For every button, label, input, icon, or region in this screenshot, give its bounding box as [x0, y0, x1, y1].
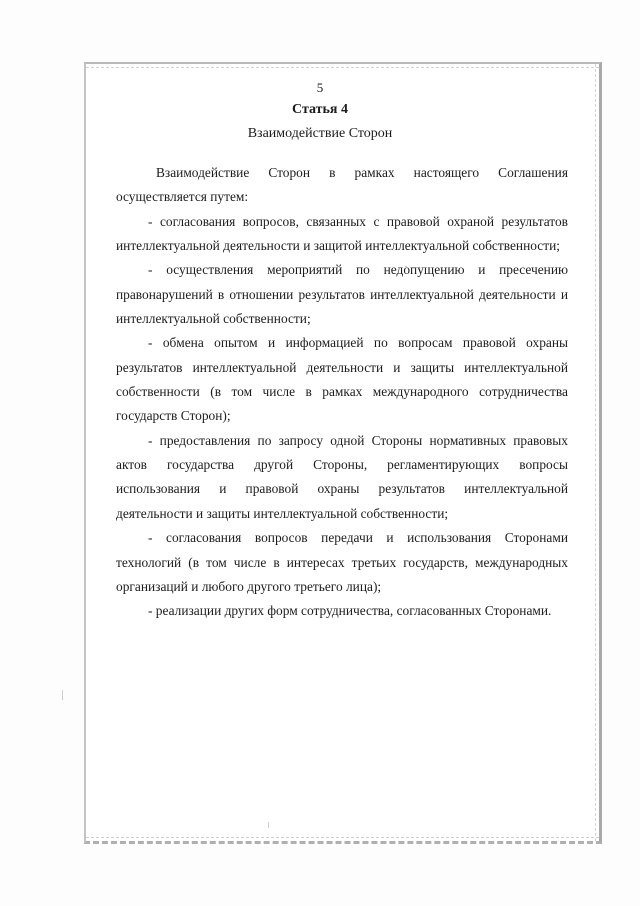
article-title: Статья 4: [292, 102, 348, 117]
border-line-bottom: [86, 837, 599, 838]
list-item: - согласования вопросов передачи и использования Сторонами технологий (в том числе в интересах третьих государств, международных организаций и любого другого третьего лица);: [116, 530, 568, 594]
border-line-right: [595, 64, 596, 841]
border-line-top: [86, 67, 599, 68]
scan-speck: [62, 690, 63, 700]
list-item: - согласования вопросов, связанных с правовой охраной результатов интеллектуальной деятельности и защитой интеллектуальной собственности;: [116, 213, 568, 254]
list-item: - осуществления мероприятий по недопущению и пресечению правонарушений в отношении результатов интеллектуальной деятельности и интеллектуальной собственности;: [116, 262, 568, 327]
list-item: - предоставления по запросу одной Стороны нормативных правовых актов государства другой Стороны, регламентирующих вопросы использования и правовой охраны результатов интеллектуальной деятельности и защиты интеллектуальной собственности;: [116, 432, 568, 521]
scan-speck: [268, 822, 269, 828]
article-subtitle: Взаимодействие Сторон: [247, 126, 393, 141]
page-number: 5: [316, 80, 324, 95]
intro-paragraph: Взаимодействие Сторон в рамках настоящего Соглашения осуществляется путем:: [116, 165, 568, 205]
list-item: - обмена опытом и информацией по вопросам правовой охраны результатов интеллектуальной деятельности и защиты интеллектуальной собственности (в том числе в рамках международного сотрудничества государств Сторон);: [116, 335, 568, 424]
article-body: [116, 161, 568, 624]
list-item: - реализации других форм сотрудничества, согласованных Сторонами.: [148, 603, 552, 619]
